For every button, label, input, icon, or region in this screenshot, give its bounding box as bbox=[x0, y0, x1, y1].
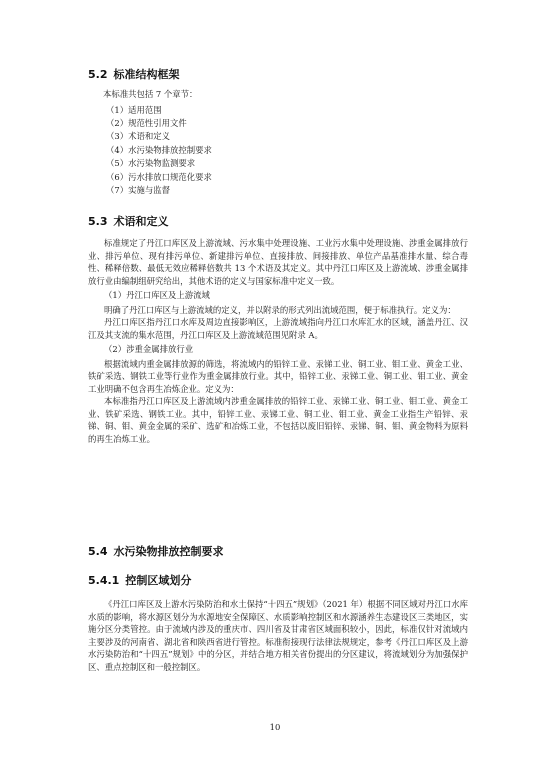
section-title: 控制区域划分 bbox=[125, 574, 192, 587]
subheading: （2）涉重金属排放行业 bbox=[104, 344, 194, 354]
page-number: 10 bbox=[269, 722, 281, 732]
section-5-4-1-body bbox=[88, 598, 468, 673]
chapter-item: （6）污水排放口规范化要求 bbox=[106, 171, 212, 182]
section-title: 标准结构框架 bbox=[113, 68, 180, 81]
chapter-item: （1）适用范围 bbox=[106, 104, 162, 115]
paragraph: 《丹江口库区及上游水污染防治和水土保持“十四五”规划》（2021 年）根据不同区域对丹江口水库水质的影响，将水源区划分为水源地安全保障区、水质影响控制区和水源涵养生态建设区三类地区，实施分区分类管控。由于流域内涉及的重庆市、四川省及甘肃省区域面积较小，因此，标准仅针对流域内主要涉及的河南省、湖北省和陕西省进行管控。标准衔接现行法律法规规定，参考《丹江口库区及上游水污染防治和“十四五”规划》中的分区，并结合地方相关省份提出的分区建议，将流域划分为加强保护区、重点控制区和一般控制区。 bbox=[88, 599, 468, 672]
chapter-item: （7）实施与监督 bbox=[106, 184, 170, 195]
chapter-list bbox=[103, 88, 483, 197]
section-title: 水污染物排放控制要求 bbox=[113, 545, 224, 558]
paragraph: 丹江口库区指丹江口水库及周边直接影响区，上游流域指向丹江口水库汇水的区域，涵盖丹江、汉江及其支流的集水范围，丹江口库区及上游流域范围见附录 A。 bbox=[88, 317, 468, 340]
paragraph: 本标准指丹江口库区及上游流域内涉重金属排放的铅锌工业、汞锑工业、铜工业、钼工业、黄金工业、铁矿采选、钢铁工业。其中，铅锌工业、汞锑工业、铜工业、钼工业、黄金工业指生产铅锌、汞锑、铜、钼、黄金金属的采矿、选矿和冶炼工业，不包括以废旧铅锌、汞锑、铜、钼、黄金物料为原料的再生冶炼工业。 bbox=[88, 396, 468, 444]
section-5-2-heading bbox=[88, 69, 180, 82]
section-5-4-1-heading bbox=[88, 575, 191, 588]
section-number: 5.4 bbox=[88, 545, 108, 558]
section-title: 术语和定义 bbox=[113, 215, 169, 228]
subheading: （1）丹江口库区及上游流域 bbox=[104, 290, 210, 300]
chapter-intro: 本标准共包括 7 个章节： bbox=[103, 89, 198, 99]
paragraph: 标准规定了丹江口库区及上游流域、污水集中处理设施、工业污水集中处理设施、涉重金属排放行业、排污单位、现有排污单位、新建排污单位、直接排放、间接排放、单位产品基准排水量、综合毒性、稀释倍数、最低无效应稀释倍数共 13 个术语及其定义。其中丹江口库区及上游流域、涉重金属排放行业由编制组研究给出，其他术语的定义与国家标准中定义一致。 bbox=[88, 238, 468, 286]
section-5-4-heading bbox=[88, 546, 224, 559]
paragraph: 明确了丹江口库区与上游流域的定义，并以附录的形式列出流域范围，便于标准执行。定义为： bbox=[104, 304, 456, 315]
section-5-3-heading bbox=[88, 216, 169, 229]
section-number: 5.2 bbox=[88, 68, 108, 81]
paragraph: 根据流域内重金属排放源的筛选，将流域内的铅锌工业、汞锑工业、铜工业、钼工业、黄金工业、铁矿采选、钢铁工业等行业作为重金属排放行业。其中，铅锌工业、汞锑工业、铜工业、钼工业、黄金工业明确不包含再生冶炼企业。定义为： bbox=[88, 358, 468, 394]
section-5-3-body bbox=[88, 237, 468, 445]
section-number: 5.4.1 bbox=[88, 574, 120, 587]
chapter-item: （3）术语和定义 bbox=[106, 131, 170, 142]
chapter-item: （2）规范性引用文件 bbox=[106, 117, 187, 128]
chapter-item: （4）水污染物排放控制要求 bbox=[106, 144, 212, 155]
section-number: 5.3 bbox=[88, 215, 108, 228]
chapter-item: （5）水污染物监测要求 bbox=[106, 158, 196, 169]
